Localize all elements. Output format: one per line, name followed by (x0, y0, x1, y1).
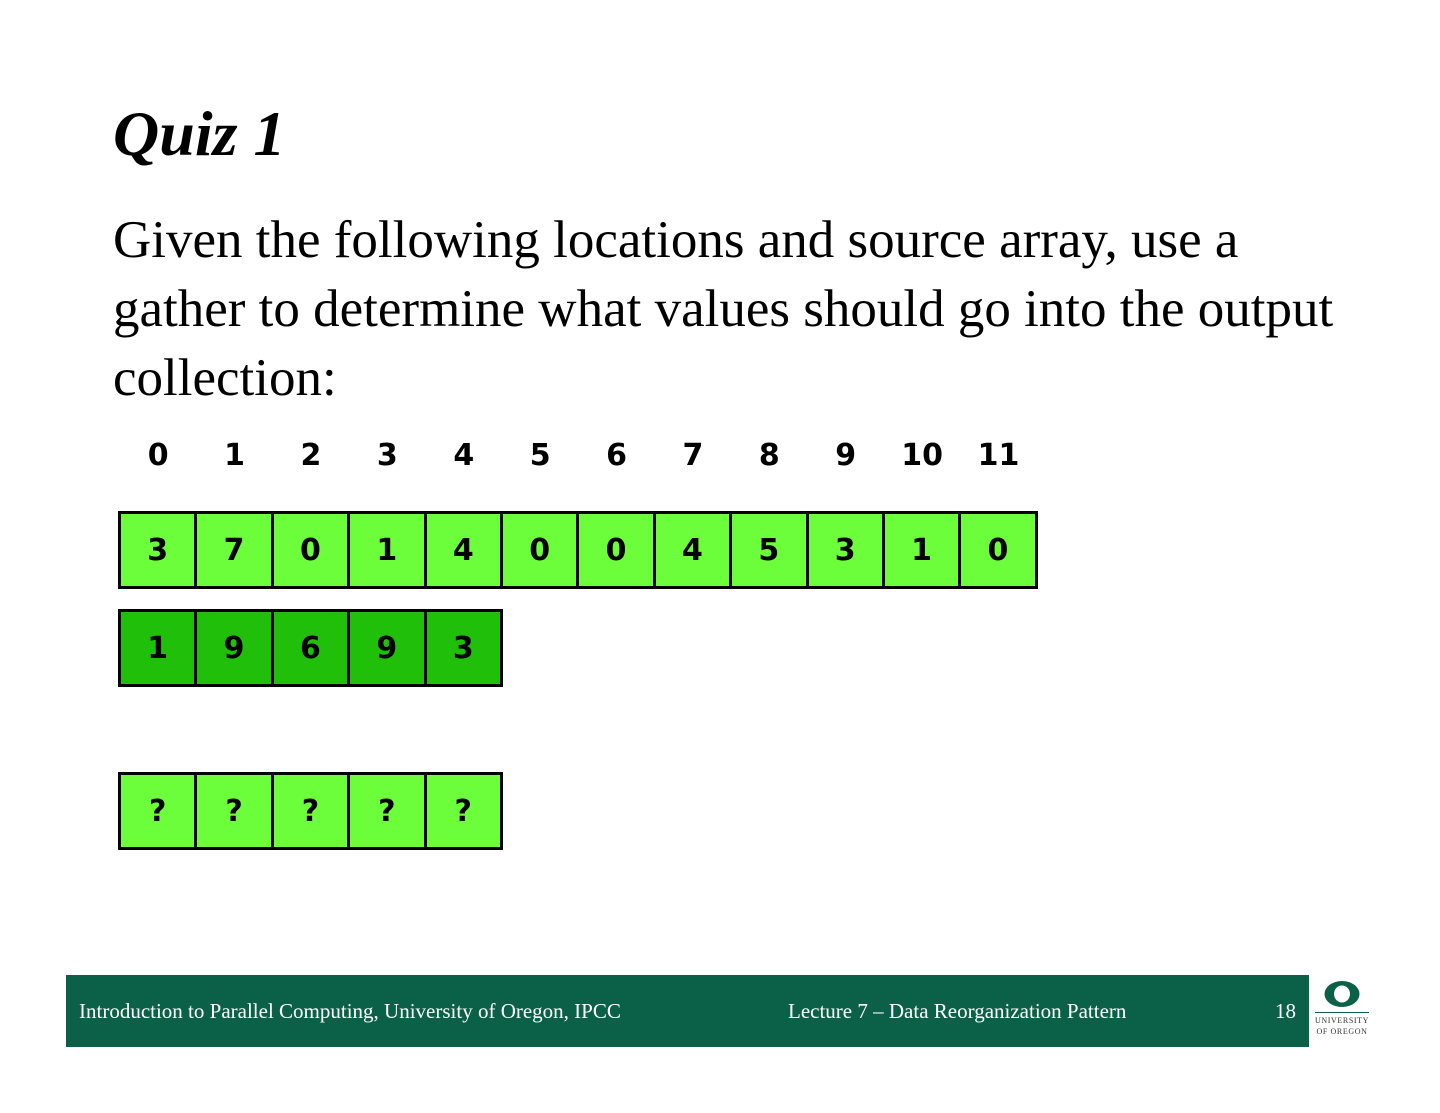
source-cell: 1 (350, 514, 426, 586)
locations-array (118, 609, 503, 687)
source-cell: 0 (579, 514, 655, 586)
source-cell: 0 (274, 514, 350, 586)
oregon-o-icon (1322, 979, 1362, 1009)
output-cell: ? (197, 775, 273, 847)
logo-divider (1315, 1012, 1369, 1013)
location-cell: 3 (427, 612, 500, 684)
location-cell: 9 (350, 612, 426, 684)
source-cell: 3 (809, 514, 885, 586)
slide-title: Quiz 1 (113, 98, 286, 169)
index-labels (120, 434, 1037, 478)
output-cell: ? (350, 775, 426, 847)
source-array (118, 511, 1038, 589)
university-of-oregon-logo (1311, 975, 1373, 1047)
output-array (118, 772, 503, 850)
location-cell: 6 (274, 612, 350, 684)
footer-lecture: Lecture 7 – Data Reorganization Pattern (788, 999, 1127, 1023)
output-cell: ? (274, 775, 350, 847)
slide-body-text: Given the following locations and source array, use a gather to determine what values should go into the output collection: (113, 211, 1334, 407)
location-cell: 9 (197, 612, 273, 684)
index-label: 5 (529, 438, 551, 473)
logo-text-line2: OF OREGON (1316, 1027, 1368, 1036)
location-cell: 1 (121, 612, 197, 684)
index-label: 1 (224, 438, 246, 473)
index-label: 4 (453, 438, 475, 473)
source-cell: 3 (121, 514, 197, 586)
index-label: 0 (147, 438, 169, 473)
source-cell: 1 (885, 514, 961, 586)
source-cell: 0 (961, 514, 1034, 586)
source-cell: 7 (197, 514, 273, 586)
index-label: 10 (901, 438, 943, 473)
footer-bar (66, 975, 1309, 1047)
page-number: 18 (1275, 999, 1296, 1023)
source-cell: 4 (656, 514, 732, 586)
index-label: 9 (835, 438, 857, 473)
source-cell: 5 (732, 514, 808, 586)
index-label: 11 (977, 438, 1020, 473)
index-label: 8 (758, 438, 780, 473)
source-cell: 0 (503, 514, 579, 586)
logo-text-line1: UNIVERSITY (1315, 1016, 1369, 1025)
output-cell: ? (427, 775, 500, 847)
index-label: 2 (300, 438, 322, 473)
index-label: 3 (376, 438, 398, 473)
source-cell: 4 (427, 514, 503, 586)
index-label: 7 (682, 438, 704, 473)
footer-course: Introduction to Parallel Computing, University of Oregon, IPCC (79, 999, 621, 1023)
output-cell: ? (121, 775, 197, 847)
index-label: 6 (606, 438, 627, 473)
